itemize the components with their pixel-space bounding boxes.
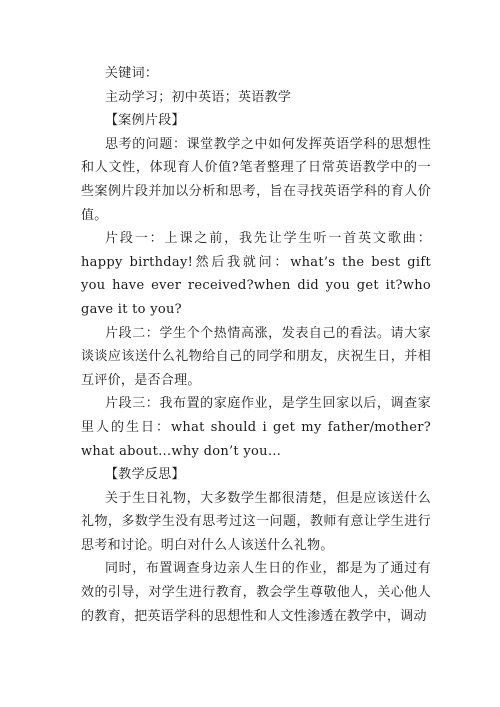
- reflection-paragraph-one: 关于生日礼物，大多数学生都很清楚，但是应该送什么礼物，多数学生没有思考过这一问题，教师有意让学生进行思考和讨论。明白对什么人该送什么礼物。: [81, 490, 431, 553]
- section-heading-reflection: 【教学反思】: [105, 467, 185, 483]
- document-body: [81, 62, 431, 628]
- question-paragraph: 思考的问题：课堂教学之中如何发挥英语学科的思想性和人文性，体现育人价值?笔者整理了日常英语教学中的一些案例片段并加以分析和思考，旨在寻找英语学科的育人价值。: [81, 136, 431, 223]
- fragment-two-paragraph: 片段二：学生个个热情高涨，发表自己的看法。请大家谈谈应该送什么礼物给自己的同学和朋友，庆祝生日，并相互评价，是否合理。: [81, 325, 431, 388]
- reflection-paragraph-two: 同时，布置调查身边亲人生日的作业，都是为了通过有效的引导，对学生进行教育，教会学生尊敬他人，关心他人的教育，把英语学科的思想性和人文性渗透在教学中，调动: [81, 561, 431, 624]
- fragment-three-paragraph: 片段三：我布置的家庭作业，是学生回家以后，调查家里人的生日：what should i get my father/mother?what about…why don’t you…: [81, 396, 431, 459]
- keywords-label: 关键词：: [105, 66, 159, 81]
- keywords-list: 主动学习；初中英语；英语教学: [105, 89, 292, 105]
- fragment-one-paragraph: 片段一：上课之前，我先让学生听一首英文歌曲：happy birthday!然后我就问：what’s the best gift you have ever received?when did you get it?who gave it to you?: [81, 231, 431, 317]
- section-heading-cases: 【案例片段】: [105, 113, 185, 129]
